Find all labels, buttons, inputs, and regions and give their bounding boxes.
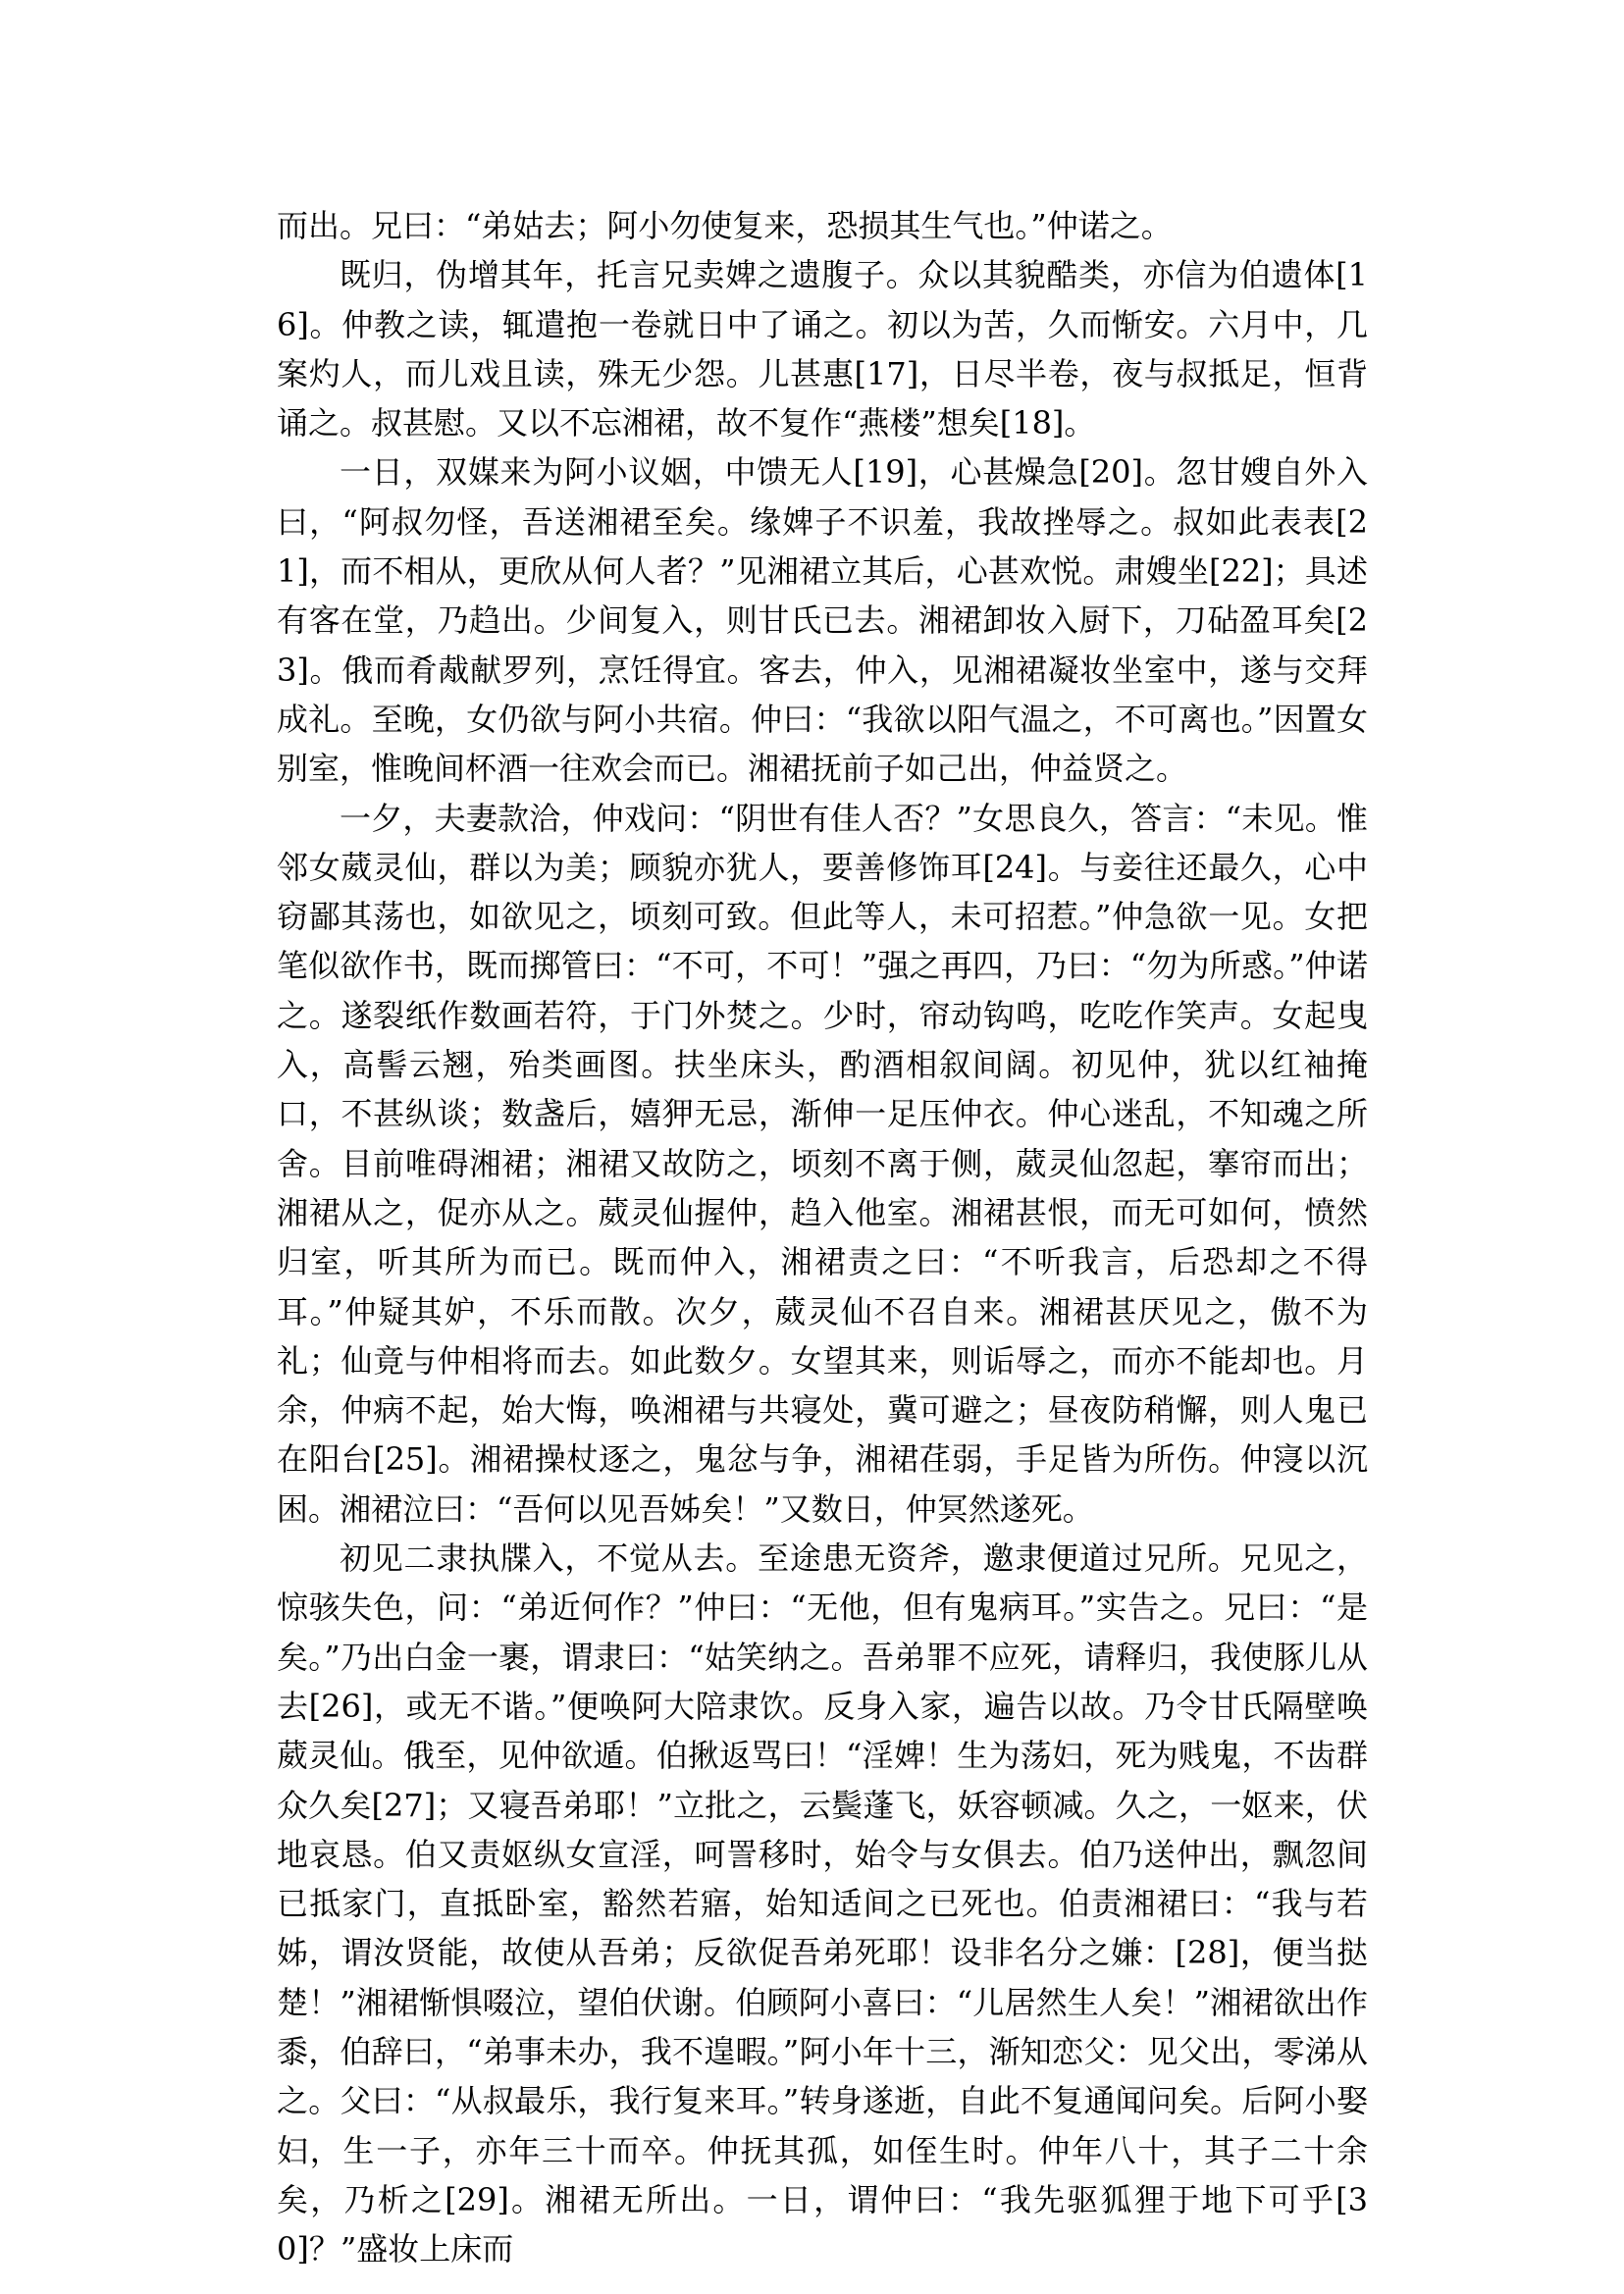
paragraph-3: 一日，双媒来为阿小议姻，中馈无人[19]，心甚燥急[20]。忽甘嫂自外入曰，“阿叔勿怪，吾送湘裙至矣。缘婢子不识羞，我故挫辱之。叔如此表表[21]，而不相从，更欣从何人者？”见湘裙立其后，心甚欢悦。肃嫂坐[22]；具述有客在堂，乃趋出。少间复入，则甘氏已去。湘裙卸妆入厨下，刀砧盈耳矣[23]。俄而肴胾献罗列，烹饪得宜。客去，仲入，见湘裙凝妆坐室中，遂与交拜成礼。至晚，女仍欲与阿小共宿。仲曰：“我欲以阳气温之，不可离也。”因置女别室，惟晚间杯酒一往欢会而已。湘裙抚前子如己出，仲益贤之。 xyxy=(277,453,1368,788)
paragraph-1: 而出。兄曰：“弟姑去；阿小勿使复来，恐损其生气也。”仲诺之。 xyxy=(277,207,1173,244)
paragraph-4: 一夕，夫妻款洽，仲戏问：“阴世有佳人否？”女思良久，答言：“未见。惟邻女葳灵仙，群以为美；顾貌亦犹人，要善修饰耳[24]。与妾往还最久，心中窃鄙其荡也，如欲见之，顷刻可致。但此等人，未可招惹。”仲急欲一见。女把笔似欲作书，既而掷管曰：“不可，不可！”强之再四，乃曰：“勿为所惑。”仲诺之。遂裂纸作数画若符，于门外焚之。少时，帘动钩鸣，吃吃作笑声。女起曳入，高髻云翘，殆类画图。扶坐床头，酌酒相叙间阔。初见仲，犹以红袖掩口，不甚纵谈；数盏后，嬉狎无忌，渐伸一足压仲衣。仲心迷乱，不知魂之所舍。目前唯碍湘裙；湘裙又故防之，顷刻不离于侧，葳灵仙忽起，搴帘而出；湘裙从之，促亦从之。葳灵仙握仲，趋入他室。湘裙甚恨，而无可如何，愤然归室，听其所为而已。既而仲入，湘裙责之曰：“不听我言，后恐却之不得耳。”仲疑其妒，不乐而散。次夕，葳灵仙不召自来。湘裙甚厌见之，傲不为礼；仙竟与仲相将而去。如此数夕。女望其来，则诟辱之，而亦不能却也。月余，仲病不起，始大悔，唤湘裙与共寝处，冀可避之；昼夜防稍懈，则人鬼已在阳台[25]。湘裙操杖逐之，鬼忿与争，湘裙荏弱，手足皆为所伤。仲寖以沉困。湘裙泣曰：“吾何以见吾姊矣！”又数日，仲冥然遂死。 xyxy=(277,799,1368,1528)
paragraph-5: 初见二隶执牒入，不觉从去。至途患无资斧，邀隶便道过兄所。兄见之，惊骇失色，问：“弟近何作？”仲曰：“无他，但有鬼病耳。”实告之。兄曰：“是矣。”乃出白金一裹，谓隶曰：“姑笑纳之。吾弟罪不应死，请释归，我使豚儿从去[26]，或无不谐。”便唤阿大陪隶饮。反身入家，遍告以故。乃令甘氏隔壁唤葳灵仙。俄至，见仲欲遁。伯揪返骂曰！“淫婢！生为荡妇，死为贱鬼，不齿群众久矣[27]；又寝吾弟耶！”立批之，云鬓蓬飞，妖容顿减。久之，一妪来，伏地哀恳。伯又责妪纵女宣淫，呵詈移时，始令与女俱去。伯乃送仲出，飘忽间已抵家门，直抵卧室，豁然若寤，始知适间之已死也。伯责湘裙曰：“我与若姊，谓汝贤能，故使从吾弟；反欲促吾弟死耶！设非名分之嫌：[28]，便当挞楚！”湘裙惭惧啜泣，望伯伏谢。伯顾阿小喜曰：“儿居然生人矣！”湘裙欲出作黍，伯辞曰，“弟事未办，我不遑暇。”阿小年十三，渐知恋父：见父出，零涕从之。父曰：“从叔最乐，我行复来耳。”转身遂逝，自此不复通闻问矣。后阿小娶妇，生一子，亦年三十而卒。仲抚其孤，如侄生时。仲年八十，其子二十余矣，乃析之[29]。湘裙无所出。一日，谓仲曰：“我先驱狐狸于地下可乎[30]？”盛妆上床而 xyxy=(277,1539,1368,2268)
paragraph-2: 既归，伪增其年，托言兄卖婢之遗腹子。众以其貌酷类，亦信为伯遗体[16]。仲教之读，辄遣抱一卷就日中了诵之。初以为苦，久而惭安。六月中，几案灼人，而儿戏且读，殊无少怨。儿甚惠[17]，日尽半卷，夜与叔抵足，恒背诵之。叔甚慰。又以不忘湘裙，故不复作“燕楼”想矣[18]。 xyxy=(277,256,1368,443)
document-page xyxy=(277,201,1368,2273)
